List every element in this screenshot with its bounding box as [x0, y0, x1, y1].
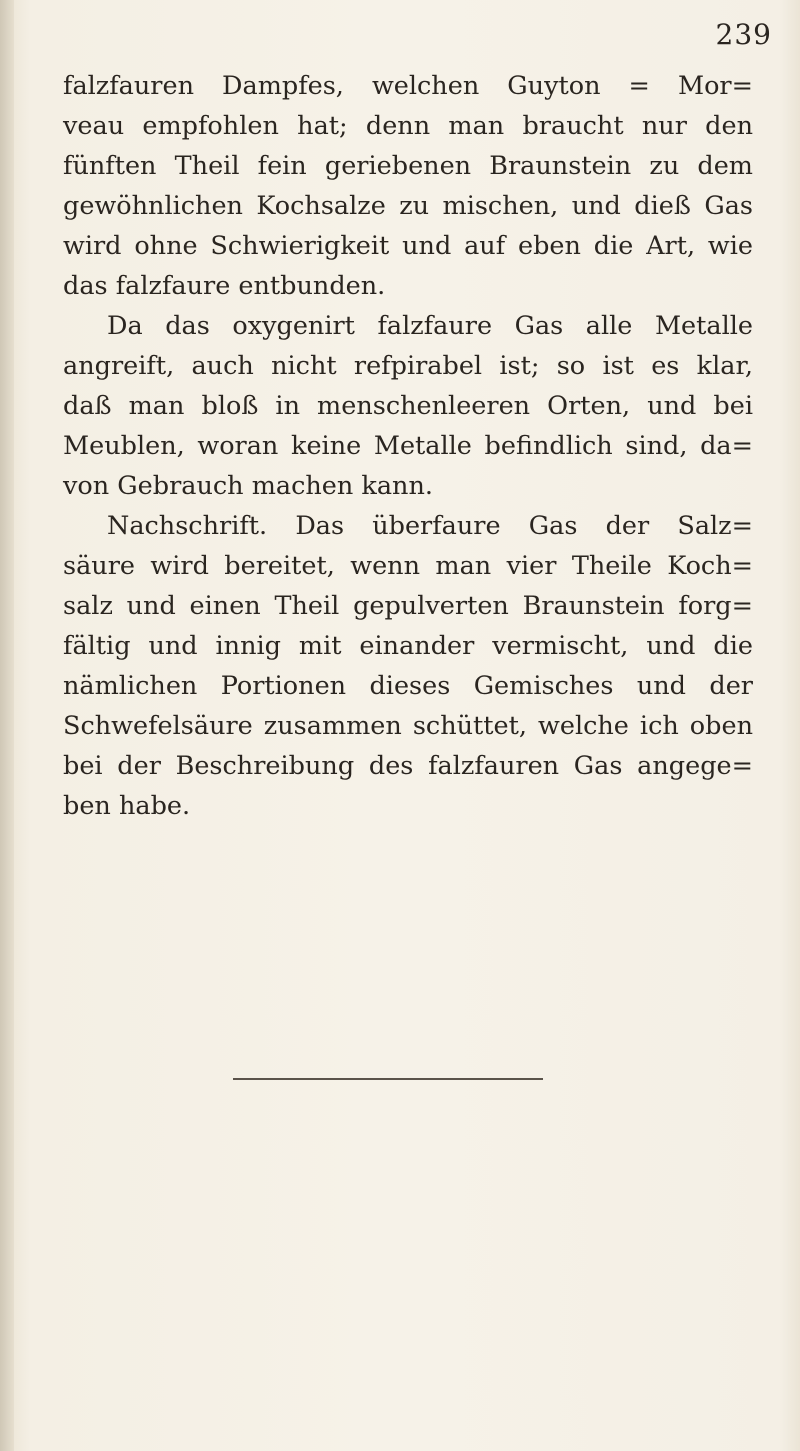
text-line: bei der Beschreibung des falzfauren Gas angege= [63, 751, 753, 781]
text-line: säure wird bereitet, wenn man vier Theile Koch= [63, 551, 753, 581]
text-line: Schwefelsäure zusammen schüttet, welche ich oben [63, 711, 753, 741]
text-line: falzfauren Dampfes, welchen Guyton = Mor= [63, 71, 753, 101]
text-line: Da das oxygenirt falzfaure Gas alle Metalle [107, 311, 753, 341]
text-line: ben habe. [63, 791, 191, 821]
text-line: wird ohne Schwierigkeit und auf eben die Art, wie [63, 231, 753, 261]
text-line: das falzfaure entbunden. [63, 271, 386, 301]
text-line: fünften Theil fein geriebenen Braunstein zu dem [63, 151, 753, 181]
text-line: Nachschrift. Das überfaure Gas der Salz= [107, 511, 753, 541]
text-line: fältig und innig mit einander vermischt, und die [63, 631, 753, 661]
page-number: 239 [715, 18, 772, 51]
text-line: Meublen, woran keine Metalle befindlich sind, da= [63, 431, 753, 461]
text-line: angreift, auch nicht refpirabel ist; so ist es klar, [63, 351, 753, 381]
text-line: salz und einen Theil gepulverten Braunstein forg= [63, 591, 753, 621]
body-text [63, 66, 753, 826]
text-line: gewöhnlichen Kochsalze zu mischen, und dieß Gas [63, 191, 753, 221]
page-gutter [0, 0, 14, 1451]
horizontal-rule [233, 1078, 543, 1080]
text-line: veau empfohlen hat; denn man braucht nur den [63, 111, 753, 141]
text-line: daß man bloß in menschenleeren Orten, und bei [63, 391, 753, 421]
text-line: von Gebrauch machen kann. [63, 471, 434, 501]
text-line: nämlichen Portionen dieses Gemisches und der [63, 671, 753, 701]
